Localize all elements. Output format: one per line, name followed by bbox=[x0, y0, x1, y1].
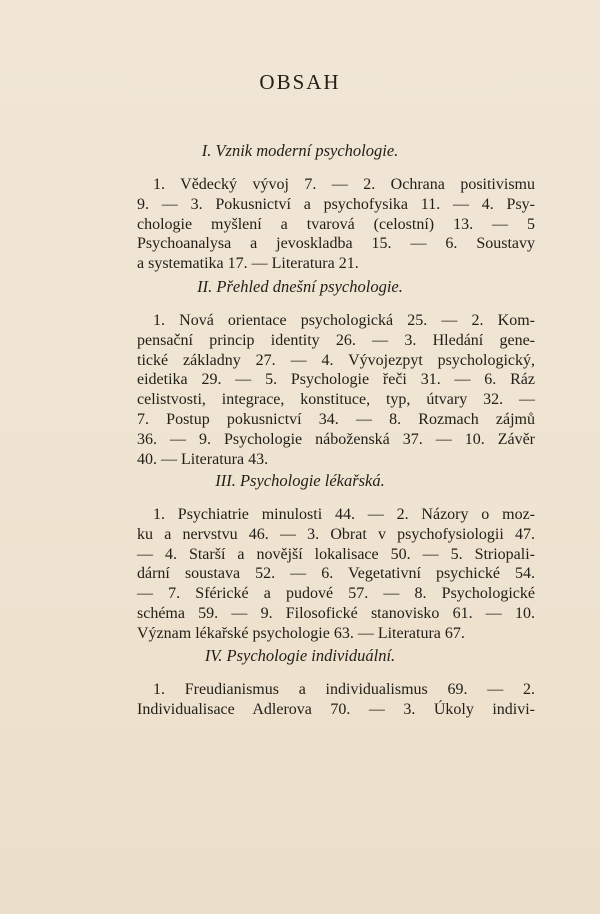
section-heading-4: IV. Psychologie individuální. bbox=[204, 646, 396, 665]
toc-line: 9. — 3. Pokusnictví a psychofysika 11. — 4. Psy- bbox=[137, 195, 535, 213]
toc-line: schéma 59. — 9. Filosofické stanovisko 61. — 10. bbox=[137, 604, 535, 622]
toc-line: — 7. Sférické a pudové 57. — 8. Psychologické bbox=[137, 585, 535, 603]
toc-line: 40. — Literatura 43. bbox=[137, 450, 269, 468]
section-body-3 bbox=[137, 505, 535, 644]
toc-line: celistvosti, integrace, konstituce, typ, útvary 32. — bbox=[137, 391, 535, 409]
toc-line: Individualisace Adlerova 70. — 3. Úkoly indivi- bbox=[137, 700, 535, 718]
section-heading-2: II. Přehled dnešní psychologie. bbox=[197, 277, 403, 296]
toc-line: dární soustava 52. — 6. Vegetativní psychické 54. bbox=[137, 565, 535, 583]
toc-line: pensační princip identity 26. — 3. Hledání gene- bbox=[137, 331, 535, 349]
toc-line: 7. Postup pokusnictví 34. — 8. Rozmach zájmů bbox=[137, 410, 535, 428]
section-body-4 bbox=[137, 680, 535, 720]
toc-line: chologie myšlení a tvarová (celostní) 13. — 5 bbox=[137, 215, 535, 233]
section-heading-1: I. Vznik moderní psychologie. bbox=[201, 141, 399, 160]
toc-line: 1. Psychiatrie minulosti 44. — 2. Názory o moz- bbox=[153, 506, 535, 523]
toc-line: 1. Freudianismus a individualismus 69. — 2. bbox=[153, 681, 535, 698]
toc-line: 36. — 9. Psychologie náboženská 37. — 10. Závěr bbox=[137, 430, 535, 448]
toc-line: ku a nervstvu 46. — 3. Obrat v psychofysiologii 47. bbox=[137, 525, 535, 543]
section-heading-3: III. Psychologie lékařská. bbox=[215, 471, 385, 490]
toc-line: 1. Nová orientace psychologická 25. — 2. Kom- bbox=[153, 312, 535, 329]
toc-line: tické základny 27. — 4. Vývojezpyt psychologický, bbox=[137, 351, 535, 369]
page-title: OBSAH bbox=[259, 70, 341, 94]
section-body-2 bbox=[137, 311, 535, 469]
toc-line: 1. Vědecký vývoj 7. — 2. Ochrana positivismu bbox=[153, 176, 535, 193]
toc-line: Psychoanalysa a jevoskladba 15. — 6. Soustavy bbox=[137, 235, 535, 253]
toc-line: eidetika 29. — 5. Psychologie řeči 31. — 6. Ráz bbox=[137, 371, 535, 389]
section-body-1 bbox=[137, 175, 535, 274]
toc-line: Význam lékařské psychologie 63. — Literatura 67. bbox=[137, 624, 465, 642]
toc-line: — 4. Starší a novější lokalisace 50. — 5. Striopali- bbox=[137, 545, 535, 563]
toc-line: a systematika 17. — Literatura 21. bbox=[137, 255, 359, 273]
